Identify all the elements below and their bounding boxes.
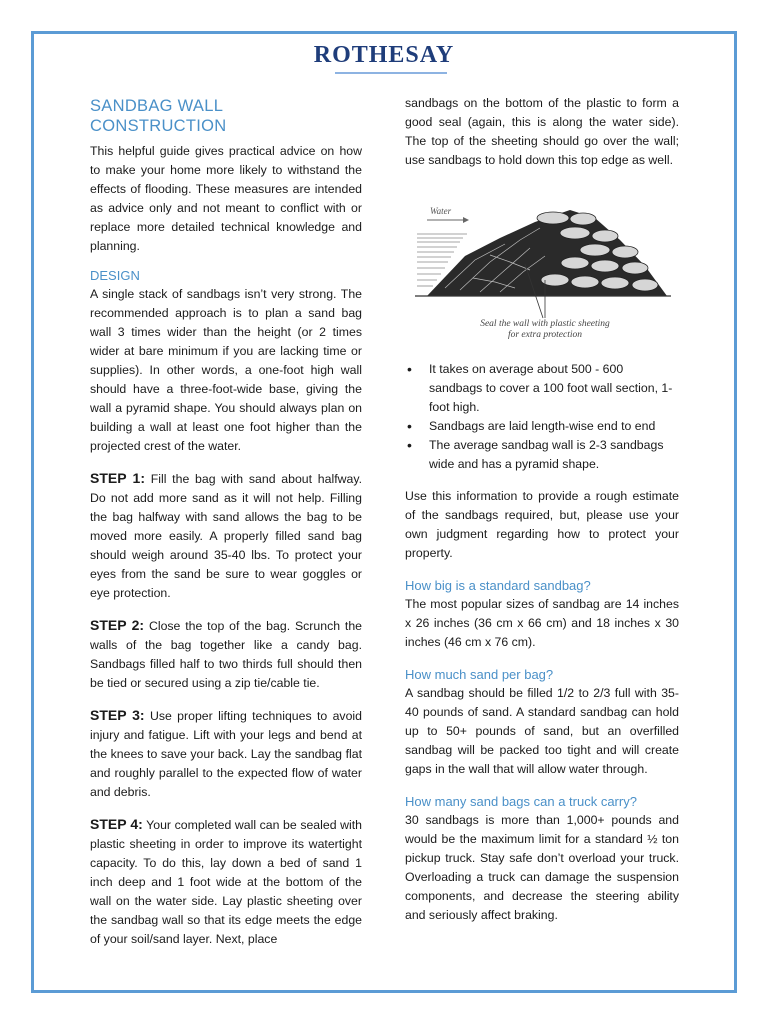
step-3-text: Use proper lifting techniques to avoid injury and fatigue. Lift with your legs and bend at the knees to save your back. Lay the sandbag flat and roughly parallel to the expected flow of water and debris. (90, 709, 362, 799)
step-3-label: STEP 3: (90, 707, 145, 723)
faq-question-truck: How many sand bags can a truck carry? (405, 794, 637, 809)
estimate-paragraph: Use this information to provide a rough estimate of the sandbags required, but, please use your own judgment regarding how to protect your property. (405, 489, 679, 560)
step-4-text: Your completed wall can be sealed with plastic sheeting in order to improve its watertight capacity. To do this, lay down a bed of sand 1 inch deep and 1 foot wide at the bottom of the wall on the water side. Lay plastic sheeting over the sandbag wall so that its edge meets the edge of your soil/sand layer. Next, place (90, 818, 362, 946)
brand-logo: ROTHESAY (313, 42, 455, 68)
sandbag-facts-list (405, 360, 679, 474)
right-column (405, 94, 679, 925)
step-4-label: STEP 4: (90, 816, 143, 832)
faq-question-size: How big is a standard sandbag? (405, 578, 591, 593)
figure-caption-line-1: Seal the wall with plastic sheeting (480, 319, 610, 329)
step-1-text: Fill the bag with sand about halfway. Do not add more sand as it will not help. Filling the bag halfway with sand allows the bag to be moved more easily. A properly filled sand bag should weigh around 35-40 lbs. To protect your eyes from the sand be sure to wear goggles or eye protection. (90, 472, 363, 600)
list-item: • Sandbags are laid length-wise end to end (405, 417, 679, 436)
step-4 (90, 815, 362, 949)
sandbag-wall-figure (405, 200, 679, 340)
faq-answer-size: The most popular sizes of sandbag are 14 inches x 26 inches (36 cm x 66 cm) and 18 inches x 30 inches (46 cm x 76 cm). (405, 597, 679, 649)
intro-paragraph: This helpful guide gives practical advice on how to make your home more likely to withstand the effects of flooding. These measures are intended as advice only and not meant to conflict with or replace more detailed technical knowledge and planning. (90, 144, 362, 253)
faq-answer-sand: A sandbag should be filled 1/2 to 2/3 full with 35-40 pounds of sand. A standard sandbag can hold up to 50+ pounds of sand, but an overfilled sandbag will be packed too tight and will create gaps in the wall that will allow water through. (405, 686, 679, 776)
faq-question-sand: How much sand per bag? (405, 667, 554, 682)
page-title: SANDBAG WALL CONSTRUCTION (90, 97, 227, 135)
left-column (90, 96, 362, 949)
list-item: • The average sandbag wall is 2-3 sandbags wide and has a pyramid shape. (405, 436, 679, 474)
sandbag-wall-illustration (405, 200, 675, 340)
water-arrow-head (463, 217, 469, 223)
logo-underline (335, 72, 447, 74)
list-item: • It takes on average about 500 - 600 sandbags to cover a 100 foot wall section, 1-foot high. (405, 360, 679, 417)
design-heading: DESIGN (90, 268, 140, 283)
step-2-label: STEP 2: (90, 617, 145, 633)
figure-caption-line-2: for extra protection (507, 330, 583, 340)
step-3 (90, 706, 362, 802)
faq-answer-truck: 30 sandbags is more than 1,000+ pounds and would be the maximum limit for a standard ½ ton pickup truck. Stay safe don’t overload your truck. Overloading a truck can damage the suspension components, and decrease the steering ability and seriously affect braking. (405, 813, 679, 922)
design-paragraph: A single stack of sandbags isn’t very strong. The recommended approach is to plan a sand bag wall 3 times wider than the height (or 2 times wider at bare minimum if you are lacking time or supplies). In other words, a one-foot high wall should have a three-foot-wide base, giving the wall a pyramid shape. You should always plan on building a wall at least one foot higher than the projected crest of the water. (90, 287, 362, 453)
step-4-continued: sandbags on the bottom of the plastic to form a good seal (again, this is along the water side). The top of the sheeting should go over the wall; use sandbags to hold down this top edge as well. (405, 96, 679, 167)
step-1 (90, 469, 362, 603)
step-2 (90, 616, 362, 693)
water-label: Water (430, 206, 452, 216)
step-1-label: STEP 1: (90, 470, 145, 486)
step-2-text: Close the top of the bag. Scrunch the walls of the bag together like a candy bag. Sandbags filled half to two thirds full should then be tied or secured using a zip tie/cable tie. (90, 619, 363, 690)
